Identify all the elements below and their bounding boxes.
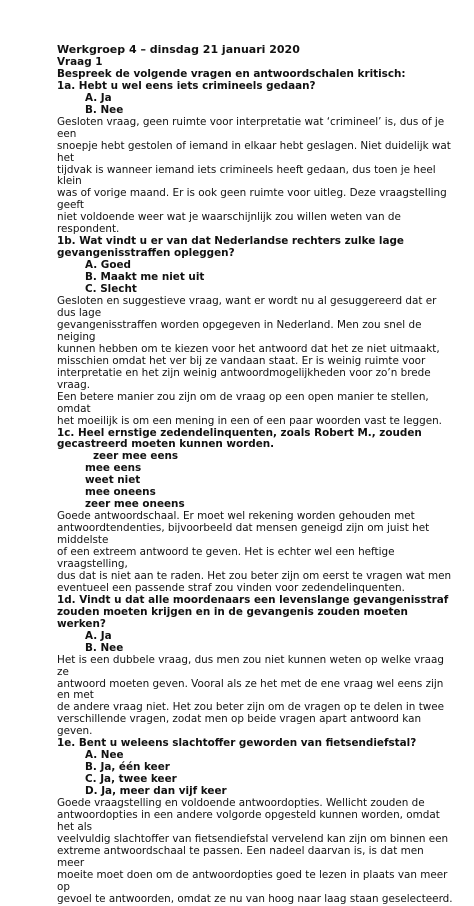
- comment-1a-line: snoepje hebt gestolen of iemand in elkaar hebt geslagen. Niet duidelijk wat het: [57, 139, 451, 164]
- comment-1e-line: extreme antwoordschaal te passen. Een nadeel daarvan is, is dat men meer: [57, 844, 424, 869]
- option-1a-a: A. Ja: [85, 91, 112, 104]
- comment-1e-line: gevoel te antwoorden, omdat ze nu van hoog naar laag staan geselecteerd.: [57, 892, 453, 905]
- comment-1b-line: misschien omdat het ver bij ze vandaan staat. Er is weinig ruimte voor: [57, 354, 426, 367]
- option-1e-c: C. Ja, twee keer: [85, 773, 177, 786]
- comment-1b-line: gevangenisstraffen worden opgegeven in Nederland. Men zou snel de neiging: [57, 318, 422, 343]
- comment-1c-line: of een extreem antwoord te geven. Het is echter wel een heftige vraagstelling,: [57, 546, 395, 570]
- scale-1c-option: weet niet: [85, 474, 141, 487]
- comment-1d-line: verschillende vragen, zodat men op beide vragen apart antwoord kan geven.: [57, 713, 422, 738]
- comment-1a-line: tijdvak is wanneer iemand iets crimineels heeft gedaan, dus toen je heel klein: [57, 163, 436, 188]
- comment-1d-line: de andere vraag niet. Het zou beter zijn om de vragen op te delen in twee: [57, 701, 445, 714]
- question-1c-line: 1c. Heel ernstige zedendelinquenten, zoals Robert M., zouden: [57, 426, 422, 439]
- comment-1c-line: eventueel een passende straf zou vinden voor zedendelinquenten.: [57, 581, 405, 594]
- comment-1a-line: was of vorige maand. Er is ook geen ruimte voor uitleg. Deze vraagstelling geeft: [57, 187, 447, 212]
- comment-1c-line: antwoordtendenties, bijvoorbeeld dat mensen geneigd zijn om juist het middelste: [57, 522, 430, 547]
- question-1d-line: 1d. Vindt u dat alle moordenaars een levenslange gevangenisstraf: [57, 593, 449, 606]
- instruction: Bespreek de volgende vragen en antwoordschalen kritisch:: [57, 67, 406, 80]
- comment-1b-line: kunnen hebben om te kiezen voor het antwoord dat het ze niet uitmaakt,: [57, 342, 440, 355]
- option-1a-b: B. Nee: [85, 103, 124, 116]
- comment-1b-line: interpretatie en het zijn weinig antwoordmogelijkheden voor zo’n brede vraag.: [57, 366, 431, 391]
- comment-1e-line: Goede vraagstelling en voldoende antwoordopties. Wellicht zouden de: [57, 797, 425, 810]
- option-1e-b: B. Ja, één keer: [85, 761, 170, 774]
- comment-1e-line: moeite moet doen om de antwoordopties goed te lezen in plaats van meer op: [57, 868, 448, 893]
- scale-1c-option: zeer mee oneens: [85, 498, 185, 511]
- option-1e-d: D. Ja, meer dan vijf keer: [85, 785, 227, 798]
- question-1b-line: gevangenisstraffen opleggen?: [57, 247, 235, 260]
- question-1b-line: 1b. Wat vindt u er van dat Nederlandse rechters zulke lage: [57, 235, 404, 248]
- comment-1b-line: Een betere manier zou zijn om de vraag op een open manier te stellen, omdat: [57, 390, 429, 415]
- option-1e-a: A. Nee: [85, 749, 124, 762]
- scale-1c-option: mee oneens: [85, 486, 156, 499]
- scale-1c-option: zeer mee eens: [93, 450, 179, 463]
- question-1c-line: gecastreerd moeten kunnen worden.: [57, 438, 275, 451]
- comment-1c-line: dus dat is niet aan te raden. Het zou beter zijn om eerst te vragen wat men: [57, 569, 452, 582]
- question-1d-line: zouden moeten krijgen en in de gevangenis zouden moeten werken?: [57, 605, 408, 630]
- comment-1d-line: antwoord moeten geven. Vooral als ze het met de ene vraag wel eens zijn en met: [57, 677, 444, 702]
- option-1b-c: C. Slecht: [85, 283, 137, 296]
- option-1b-b: B. Maakt me niet uit: [85, 271, 205, 284]
- vraag-heading: Vraag 1: [57, 55, 103, 68]
- option-1d-b: B. Nee: [85, 641, 124, 654]
- comment-1b-line: Gesloten en suggestieve vraag, want er wordt nu al gesuggereerd dat er dus lage: [57, 295, 437, 319]
- comment-1a-line: Gesloten vraag, geen ruimte voor interpretatie wat ‘crimineel’ is, dus of je een: [57, 115, 445, 140]
- option-1b-a: A. Goed: [85, 259, 131, 272]
- question-1a: 1a. Hebt u wel eens iets crimineels gedaan?: [57, 79, 316, 92]
- comment-1e-line: veelvuldig slachtoffer van fietsendiefstal vervelend kan zijn om binnen een: [57, 832, 449, 845]
- comment-1a-line: niet voldoende weer wat je waarschijnlijk zou willen weten van de respondent.: [57, 211, 401, 236]
- document-title: Werkgroep 4 – dinsdag 21 januari 2020: [57, 43, 300, 56]
- comment-1b-line: het moeilijk is om een mening in een of een paar woorden vast te leggen.: [57, 414, 442, 427]
- question-1e: 1e. Bent u weleens slachtoffer geworden van fietsendiefstal?: [57, 737, 417, 750]
- option-1d-a: A. Ja: [85, 629, 112, 642]
- comment-1d-line: Het is een dubbele vraag, dus men zou niet kunnen weten op welke vraag ze: [57, 653, 444, 678]
- scale-1c-option: mee eens: [85, 462, 142, 475]
- comment-1c-line: Goede antwoordschaal. Er moet wel rekening worden gehouden met: [57, 510, 415, 523]
- comment-1e-line: antwoordopties in een andere volgorde opgesteld kunnen worden, omdat het als: [57, 809, 440, 833]
